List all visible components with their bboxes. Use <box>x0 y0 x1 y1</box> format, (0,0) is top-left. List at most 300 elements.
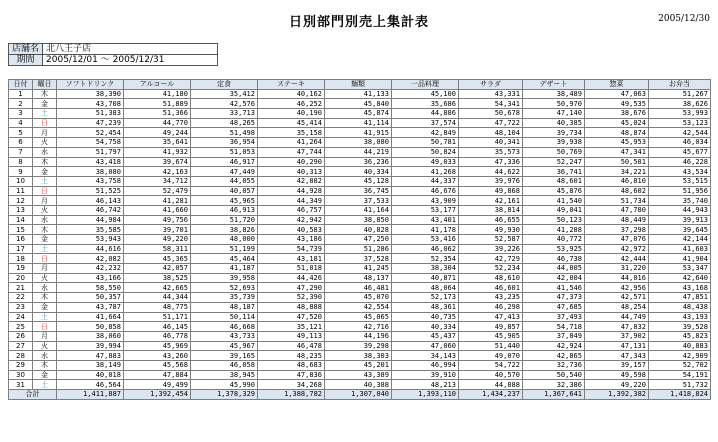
sales-cell: 45,990 <box>191 380 258 390</box>
sales-cell: 47,413 <box>459 312 523 322</box>
total-cell: 1,307,040 <box>325 390 392 400</box>
sales-cell: 52,390 <box>258 293 325 303</box>
sales-cell: 48,874 <box>585 128 649 138</box>
sales-cell: 42,640 <box>649 273 711 283</box>
sales-cell: 49,930 <box>459 225 523 235</box>
sales-cell: 44,005 <box>523 264 585 274</box>
sales-cell: 48,775 <box>124 302 191 312</box>
sales-cell: 41,932 <box>124 147 191 157</box>
sales-cell: 49,535 <box>585 99 649 109</box>
sales-cell: 42,161 <box>459 196 523 206</box>
sales-cell: 45,965 <box>191 196 258 206</box>
weekday-cell: 日 <box>33 118 57 128</box>
column-header: 惣菜 <box>585 80 649 90</box>
sales-cell: 42,909 <box>649 351 711 361</box>
sales-cell: 49,113 <box>258 331 325 341</box>
sales-cell: 40,735 <box>392 312 459 322</box>
sales-cell: 51,171 <box>124 312 191 322</box>
store-label: 店舗名 <box>9 44 43 55</box>
sales-cell: 39,165 <box>191 351 258 361</box>
column-header: お弁当 <box>649 80 711 90</box>
sales-cell: 48,265 <box>191 118 258 128</box>
sales-cell: 51,286 <box>325 244 392 254</box>
day-cell: 17 <box>9 244 33 254</box>
sales-cell: 46,564 <box>57 380 124 390</box>
sales-cell: 45,874 <box>325 109 392 119</box>
weekday-cell: 木 <box>33 293 57 303</box>
sales-cell: 33,713 <box>191 109 258 119</box>
sales-cell: 52,479 <box>124 186 191 196</box>
weekday-cell: 土 <box>33 109 57 119</box>
total-row <box>9 390 711 400</box>
day-cell: 2 <box>9 99 33 109</box>
sales-cell: 47,685 <box>523 302 585 312</box>
sales-cell: 44,984 <box>57 215 124 225</box>
sales-cell: 43,186 <box>258 235 325 245</box>
day-cell: 12 <box>9 196 33 206</box>
table-row <box>9 264 711 274</box>
sales-cell: 53,993 <box>649 109 711 119</box>
column-header: 定食 <box>191 80 258 90</box>
sales-cell: 47,239 <box>57 118 124 128</box>
sales-cell: 40,388 <box>325 380 392 390</box>
sales-cell: 42,544 <box>649 128 711 138</box>
table-row <box>9 157 711 167</box>
day-cell: 4 <box>9 118 33 128</box>
sales-cell: 41,664 <box>57 312 124 322</box>
sales-cell: 35,641 <box>124 138 191 148</box>
sales-cell: 39,528 <box>649 322 711 332</box>
table-row <box>9 331 711 341</box>
sales-cell: 50,540 <box>523 370 585 380</box>
column-header: アルコール <box>124 80 191 90</box>
sales-cell: 50,678 <box>459 109 523 119</box>
sales-cell: 51,797 <box>57 147 124 157</box>
sales-cell: 35,158 <box>258 128 325 138</box>
sales-cell: 43,260 <box>124 351 191 361</box>
weekday-cell: 金 <box>33 99 57 109</box>
sales-cell: 48,187 <box>191 302 258 312</box>
sales-cell: 48,888 <box>258 302 325 312</box>
sales-cell: 39,701 <box>124 225 191 235</box>
sales-cell: 42,972 <box>585 244 649 254</box>
total-cell: 1,392,454 <box>124 390 191 400</box>
table-header-row <box>9 80 711 90</box>
table-row <box>9 196 711 206</box>
sales-cell: 47,076 <box>585 235 649 245</box>
sales-cell: 46,668 <box>191 322 258 332</box>
sales-cell: 45,365 <box>124 254 191 264</box>
sales-cell: 40,883 <box>649 341 711 351</box>
sales-cell: 49,499 <box>124 380 191 390</box>
sales-cell: 42,554 <box>325 302 392 312</box>
sales-cell: 48,601 <box>523 176 585 186</box>
sales-cell: 42,849 <box>392 128 459 138</box>
sales-cell: 53,123 <box>649 118 711 128</box>
sales-cell: 38,525 <box>124 273 191 283</box>
sales-cell: 44,770 <box>124 118 191 128</box>
sales-cell: 53,177 <box>392 205 459 215</box>
sales-cell: 47,250 <box>325 235 392 245</box>
sales-cell: 38,626 <box>649 99 711 109</box>
weekday-cell: 金 <box>33 167 57 177</box>
sales-cell: 48,137 <box>325 273 392 283</box>
sales-cell: 47,290 <box>258 283 325 293</box>
sales-cell: 54,722 <box>459 360 523 370</box>
sales-cell: 46,058 <box>191 360 258 370</box>
sales-cell: 50,970 <box>523 99 585 109</box>
sales-cell: 51,366 <box>124 109 191 119</box>
day-cell: 23 <box>9 302 33 312</box>
sales-cell: 41,915 <box>325 128 392 138</box>
table-row <box>9 167 711 177</box>
day-cell: 28 <box>9 351 33 361</box>
sales-cell: 39,734 <box>523 128 585 138</box>
sales-cell: 52,234 <box>459 264 523 274</box>
sales-cell: 44,928 <box>258 186 325 196</box>
sales-cell: 44,219 <box>325 147 392 157</box>
weekday-cell: 火 <box>33 205 57 215</box>
sales-cell: 34,143 <box>392 351 459 361</box>
weekday-cell: 木 <box>33 157 57 167</box>
sales-cell: 51,734 <box>585 196 649 206</box>
column-header: 日付 <box>9 80 33 90</box>
sales-cell: 44,943 <box>649 205 711 215</box>
sales-cell: 45,876 <box>523 186 585 196</box>
column-header: ソフトドリンク <box>57 80 124 90</box>
sales-cell: 46,145 <box>124 322 191 332</box>
sales-cell: 37,493 <box>523 312 585 322</box>
sales-cell: 48,104 <box>459 128 523 138</box>
total-cell: 1,393,110 <box>392 390 459 400</box>
sales-cell: 36,745 <box>325 186 392 196</box>
sales-cell: 36,741 <box>523 167 585 177</box>
sales-cell: 45,100 <box>392 89 459 99</box>
sales-cell: 37,298 <box>585 225 649 235</box>
sales-cell: 43,787 <box>57 302 124 312</box>
sales-cell: 35,585 <box>57 225 124 235</box>
sales-cell: 46,757 <box>258 205 325 215</box>
sales-cell: 46,143 <box>57 196 124 206</box>
sales-cell: 39,674 <box>124 157 191 167</box>
sales-cell: 51,498 <box>191 128 258 138</box>
sales-cell: 47,336 <box>459 157 523 167</box>
weekday-cell: 火 <box>33 273 57 283</box>
sales-cell: 47,744 <box>258 147 325 157</box>
sales-cell: 38,826 <box>191 225 258 235</box>
table-row <box>9 302 711 312</box>
sales-cell: 47,063 <box>585 89 649 99</box>
sales-cell: 46,913 <box>191 205 258 215</box>
sales-cell: 51,525 <box>57 186 124 196</box>
sales-cell: 47,343 <box>585 351 649 361</box>
day-cell: 7 <box>9 147 33 157</box>
day-cell: 21 <box>9 283 33 293</box>
day-cell: 26 <box>9 331 33 341</box>
sales-cell: 47,832 <box>585 322 649 332</box>
sales-cell: 38,390 <box>57 89 124 99</box>
sales-cell: 52,454 <box>57 128 124 138</box>
column-header: 一品料理 <box>392 80 459 90</box>
sales-cell: 49,220 <box>585 380 649 390</box>
sales-cell: 40,570 <box>459 370 523 380</box>
sales-cell: 49,244 <box>124 128 191 138</box>
sales-cell: 44,055 <box>191 176 258 186</box>
table-row <box>9 109 711 119</box>
sales-cell: 38,060 <box>57 331 124 341</box>
sales-cell: 47,520 <box>258 312 325 322</box>
sales-cell: 31,220 <box>585 264 649 274</box>
sales-cell: 43,331 <box>459 89 523 99</box>
column-header: ステーキ <box>258 80 325 90</box>
sales-cell: 53,925 <box>523 244 585 254</box>
sales-cell: 38,304 <box>392 264 459 274</box>
sales-cell: 38,080 <box>57 167 124 177</box>
sales-table <box>8 79 711 400</box>
table-row <box>9 205 711 215</box>
table-row <box>9 176 711 186</box>
store-name: 北八王子店 <box>43 44 218 55</box>
total-cell: 1,392,382 <box>585 390 649 400</box>
sales-cell: 48,213 <box>392 380 459 390</box>
sales-cell: 39,938 <box>523 138 585 148</box>
sales-cell: 51,383 <box>57 109 124 119</box>
sales-cell: 49,033 <box>392 157 459 167</box>
table-row <box>9 360 711 370</box>
table-row <box>9 138 711 148</box>
sales-cell: 54,758 <box>57 138 124 148</box>
sales-cell: 40,162 <box>258 89 325 99</box>
sales-cell: 38,489 <box>523 89 585 99</box>
table-row <box>9 341 711 351</box>
sales-cell: 49,868 <box>459 186 523 196</box>
table-row <box>9 254 711 264</box>
sales-cell: 41,540 <box>523 196 585 206</box>
sales-cell: 50,824 <box>392 147 459 157</box>
sales-cell: 49,070 <box>459 351 523 361</box>
sales-cell: 47,780 <box>585 205 649 215</box>
sales-cell: 41,187 <box>191 264 258 274</box>
sales-cell: 43,389 <box>325 370 392 380</box>
sales-cell: 41,281 <box>124 196 191 206</box>
table-row <box>9 186 711 196</box>
weekday-cell: 水 <box>33 215 57 225</box>
sales-cell: 48,000 <box>191 235 258 245</box>
total-cell: 1,411,887 <box>57 390 124 400</box>
sales-cell: 46,034 <box>649 138 711 148</box>
sales-cell: 37,049 <box>523 331 585 341</box>
sales-cell: 37,533 <box>325 196 392 206</box>
sales-cell: 39,958 <box>191 273 258 283</box>
sales-cell: 40,190 <box>258 109 325 119</box>
sales-cell: 43,166 <box>57 273 124 283</box>
sales-cell: 40,334 <box>325 167 392 177</box>
day-cell: 24 <box>9 312 33 322</box>
day-cell: 15 <box>9 225 33 235</box>
sales-cell: 40,057 <box>191 186 258 196</box>
sales-cell: 44,349 <box>258 196 325 206</box>
weekday-cell: 金 <box>33 235 57 245</box>
sales-cell: 53,347 <box>649 264 711 274</box>
sales-cell: 44,886 <box>392 109 459 119</box>
table-row <box>9 322 711 332</box>
sales-cell: 35,573 <box>459 147 523 157</box>
sales-cell: 42,924 <box>523 341 585 351</box>
sales-cell: 44,337 <box>392 176 459 186</box>
sales-cell: 49,857 <box>459 322 523 332</box>
sales-cell: 50,769 <box>523 147 585 157</box>
weekday-cell: 木 <box>33 225 57 235</box>
sales-cell: 41,245 <box>325 264 392 274</box>
sales-cell: 43,193 <box>649 312 711 322</box>
sales-cell: 44,196 <box>325 331 392 341</box>
sales-cell: 46,778 <box>124 331 191 341</box>
sales-cell: 49,041 <box>523 205 585 215</box>
sales-cell: 54,191 <box>649 370 711 380</box>
day-cell: 14 <box>9 215 33 225</box>
sales-cell: 42,057 <box>124 264 191 274</box>
sales-cell: 51,956 <box>649 186 711 196</box>
sales-cell: 53,416 <box>392 235 459 245</box>
sales-cell: 51,440 <box>459 341 523 351</box>
sales-cell: 46,742 <box>57 205 124 215</box>
day-cell: 25 <box>9 322 33 332</box>
sales-cell: 50,781 <box>392 138 459 148</box>
sales-cell: 42,144 <box>649 235 711 245</box>
sales-cell: 50,114 <box>191 312 258 322</box>
sales-cell: 58,311 <box>124 244 191 254</box>
sales-cell: 41,164 <box>325 205 392 215</box>
period-row <box>9 55 218 66</box>
sales-cell: 46,738 <box>523 254 585 264</box>
sales-cell: 52,173 <box>392 293 459 303</box>
weekday-cell: 月 <box>33 128 57 138</box>
sales-cell: 36,236 <box>325 157 392 167</box>
weekday-cell: 月 <box>33 196 57 206</box>
sales-cell: 43,418 <box>57 157 124 167</box>
sales-cell: 41,114 <box>325 118 392 128</box>
day-cell: 3 <box>9 109 33 119</box>
store-row <box>9 44 218 55</box>
sales-cell: 50,123 <box>523 215 585 225</box>
sales-cell: 37,528 <box>325 254 392 264</box>
total-cell: 1,388,782 <box>258 390 325 400</box>
sales-cell: 41,603 <box>649 244 711 254</box>
weekday-cell: 木 <box>33 89 57 99</box>
sales-cell: 41,546 <box>523 283 585 293</box>
sales-cell: 35,686 <box>392 99 459 109</box>
sales-cell: 49,756 <box>124 215 191 225</box>
report-info-table <box>8 43 218 66</box>
sales-cell: 45,065 <box>325 312 392 322</box>
sales-cell: 51,199 <box>191 244 258 254</box>
sales-cell: 47,884 <box>124 370 191 380</box>
sales-cell: 42,729 <box>459 254 523 264</box>
sales-cell: 46,252 <box>258 99 325 109</box>
day-cell: 1 <box>9 89 33 99</box>
weekday-cell: 水 <box>33 351 57 361</box>
sales-cell: 46,481 <box>325 283 392 293</box>
sales-cell: 54,718 <box>523 322 585 332</box>
column-header: 麺類 <box>325 80 392 90</box>
weekday-cell: 金 <box>33 370 57 380</box>
sales-cell: 47,060 <box>392 341 459 351</box>
sales-cell: 45,464 <box>191 254 258 264</box>
sales-cell: 45,201 <box>325 360 392 370</box>
sales-cell: 51,018 <box>258 264 325 274</box>
sales-cell: 39,157 <box>585 360 649 370</box>
total-cell: 1,434,237 <box>459 390 523 400</box>
sales-cell: 47,836 <box>258 370 325 380</box>
day-cell: 9 <box>9 167 33 177</box>
sales-cell: 46,676 <box>392 186 459 196</box>
sales-cell: 40,871 <box>392 273 459 283</box>
sales-cell: 46,601 <box>459 283 523 293</box>
total-cell: 1,418,824 <box>649 390 711 400</box>
sales-cell: 44,344 <box>124 293 191 303</box>
table-row <box>9 215 711 225</box>
day-cell: 6 <box>9 138 33 148</box>
sales-cell: 43,168 <box>649 283 711 293</box>
sales-cell: 43,534 <box>649 167 711 177</box>
sales-cell: 52,587 <box>459 235 523 245</box>
sales-cell: 42,882 <box>258 176 325 186</box>
sales-cell: 40,772 <box>523 235 585 245</box>
sales-cell: 43,401 <box>392 215 459 225</box>
sales-cell: 36,954 <box>191 138 258 148</box>
sales-cell: 48,064 <box>392 283 459 293</box>
sales-cell: 42,232 <box>57 264 124 274</box>
table-row <box>9 380 711 390</box>
sales-cell: 40,341 <box>459 138 523 148</box>
total-cell: 1,367,641 <box>523 390 585 400</box>
print-date: 2005/12/30 <box>658 14 710 24</box>
sales-cell: 41,660 <box>124 205 191 215</box>
table-row <box>9 225 711 235</box>
sales-cell: 48,361 <box>392 302 459 312</box>
sales-cell: 42,865 <box>523 351 585 361</box>
sales-cell: 45,969 <box>124 341 191 351</box>
sales-cell: 38,945 <box>191 370 258 380</box>
sales-cell: 47,851 <box>649 293 711 303</box>
sales-cell: 42,004 <box>523 273 585 283</box>
sales-cell: 48,602 <box>585 186 649 196</box>
sales-cell: 45,414 <box>258 118 325 128</box>
sales-cell: 54,341 <box>459 99 523 109</box>
sales-cell: 39,645 <box>649 225 711 235</box>
day-cell: 11 <box>9 186 33 196</box>
weekday-cell: 土 <box>33 380 57 390</box>
sales-cell: 50,581 <box>585 157 649 167</box>
sales-cell: 45,568 <box>124 360 191 370</box>
table-row <box>9 89 711 99</box>
sales-cell: 42,956 <box>585 283 649 293</box>
sales-cell: 43,733 <box>191 331 258 341</box>
sales-cell: 46,062 <box>392 244 459 254</box>
sales-cell: 40,385 <box>523 118 585 128</box>
weekday-cell: 火 <box>33 341 57 351</box>
total-label: 合計 <box>9 390 57 400</box>
sales-cell: 42,665 <box>124 283 191 293</box>
weekday-cell: 水 <box>33 147 57 157</box>
sales-cell: 51,267 <box>649 89 711 99</box>
sales-cell: 47,341 <box>585 147 649 157</box>
sales-cell: 47,131 <box>585 341 649 351</box>
table-row <box>9 351 711 361</box>
sales-cell: 41,180 <box>124 89 191 99</box>
table-row <box>9 99 711 109</box>
sales-cell: 50,858 <box>57 322 124 332</box>
